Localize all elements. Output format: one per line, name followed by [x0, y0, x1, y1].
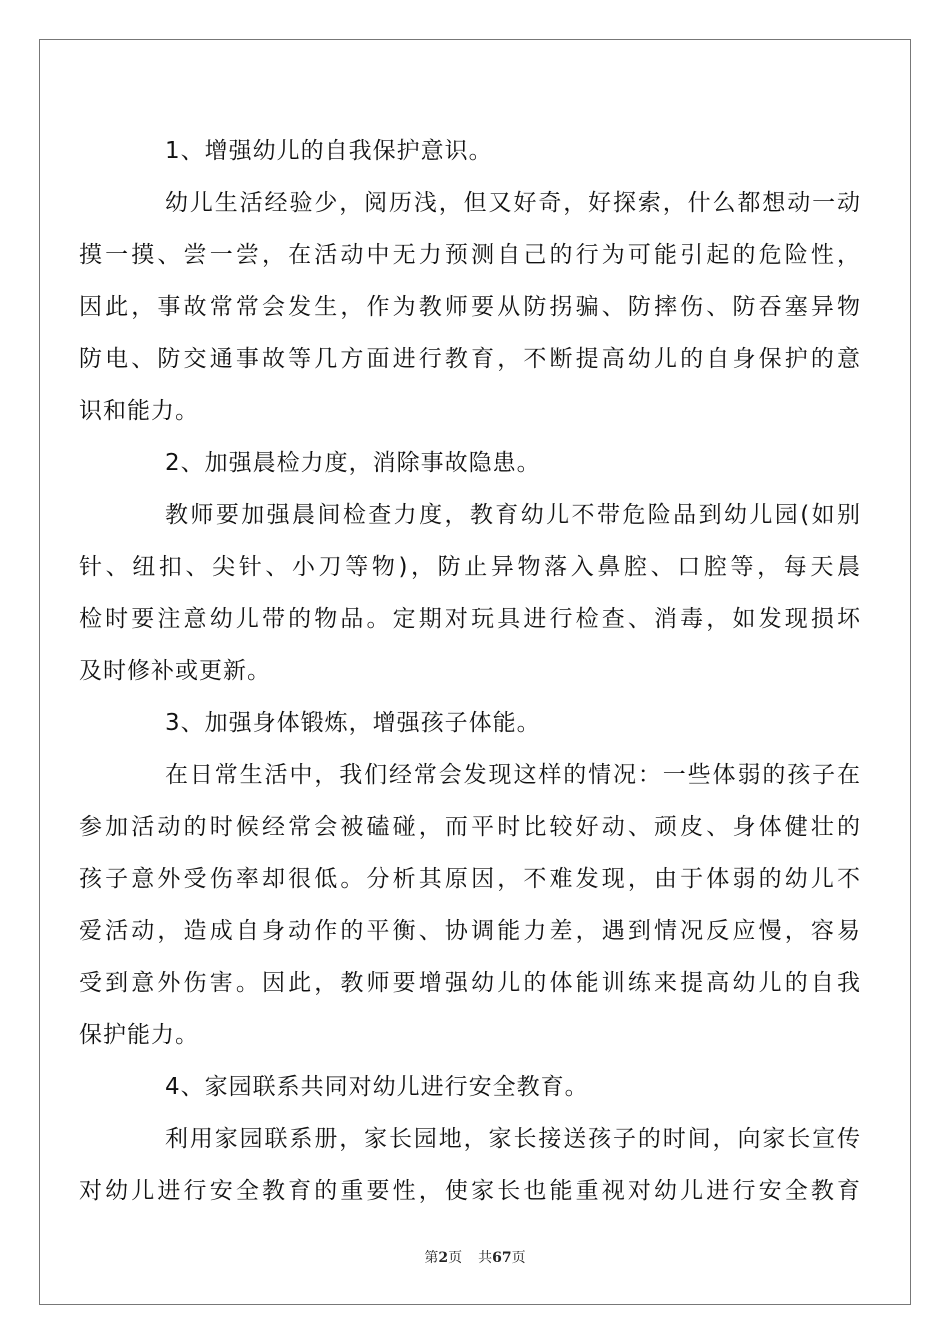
heading-2: 2、加强晨检力度，消除事故隐患。 [165, 450, 541, 476]
page-footer [0, 1247, 950, 1267]
paragraph-line: 检时要注意幼儿带的物品。定期对玩具进行检查、消毒，如发现损坏 [79, 606, 861, 632]
heading-4: 4、家园联系共同对幼儿进行安全教育。 [165, 1074, 589, 1100]
paragraph-line: 孩子意外受伤率却很低。分析其原因，不难发现，由于体弱的幼儿不 [79, 866, 861, 892]
page-total: 67 [492, 1250, 512, 1266]
paragraph-line: 受到意外伤害。因此，教师要增强幼儿的体能训练来提高幼儿的自我 [79, 970, 861, 996]
page-prefix: 第 [424, 1250, 439, 1266]
paragraph-line: 摸一摸、尝一尝，在活动中无力预测自己的行为可能引起的危险性， [79, 242, 861, 268]
heading-3: 3、加强身体锻炼，增强孩子体能。 [165, 710, 541, 736]
paragraph-line: 对幼儿进行安全教育的重要性，使家长也能重视对幼儿进行安全教育 [79, 1178, 861, 1204]
paragraph-line: 保护能力。 [79, 1022, 199, 1048]
paragraph-line: 幼儿生活经验少，阅历浅，但又好奇，好探索，什么都想动一动 [165, 190, 861, 216]
document-body [79, 125, 861, 1217]
total-unit: 页 [511, 1250, 526, 1266]
paragraph-line: 针、纽扣、尖针、小刀等物)，防止异物落入鼻腔、口腔等，每天晨 [79, 554, 861, 580]
page-unit: 页 [448, 1250, 463, 1266]
paragraph-line: 因此，事故常常会发生，作为教师要从防拐骗、防摔伤、防吞塞异物 [79, 294, 861, 320]
paragraph-line: 参加活动的时候经常会被磕碰，而平时比较好动、顽皮、身体健壮的 [79, 814, 861, 840]
heading-1: 1、增强幼儿的自我保护意识。 [165, 138, 493, 164]
paragraph-line: 利用家园联系册，家长园地，家长接送孩子的时间，向家长宣传 [165, 1126, 861, 1152]
paragraph-line: 识和能力。 [79, 398, 199, 424]
paragraph-line: 防电、防交通事故等几方面进行教育，不断提高幼儿的自身保护的意 [79, 346, 861, 372]
paragraph-line: 在日常生活中，我们经常会发现这样的情况：一些体弱的孩子在 [165, 762, 861, 788]
page-current: 2 [438, 1250, 449, 1266]
paragraph-line: 爱活动，造成自身动作的平衡、协调能力差，遇到情况反应慢，容易 [79, 918, 861, 944]
paragraph-line: 教师要加强晨间检查力度，教育幼儿不带危险品到幼儿园(如别 [165, 502, 861, 528]
paragraph-line: 及时修补或更新。 [79, 658, 271, 684]
total-prefix: 共 [478, 1250, 493, 1266]
